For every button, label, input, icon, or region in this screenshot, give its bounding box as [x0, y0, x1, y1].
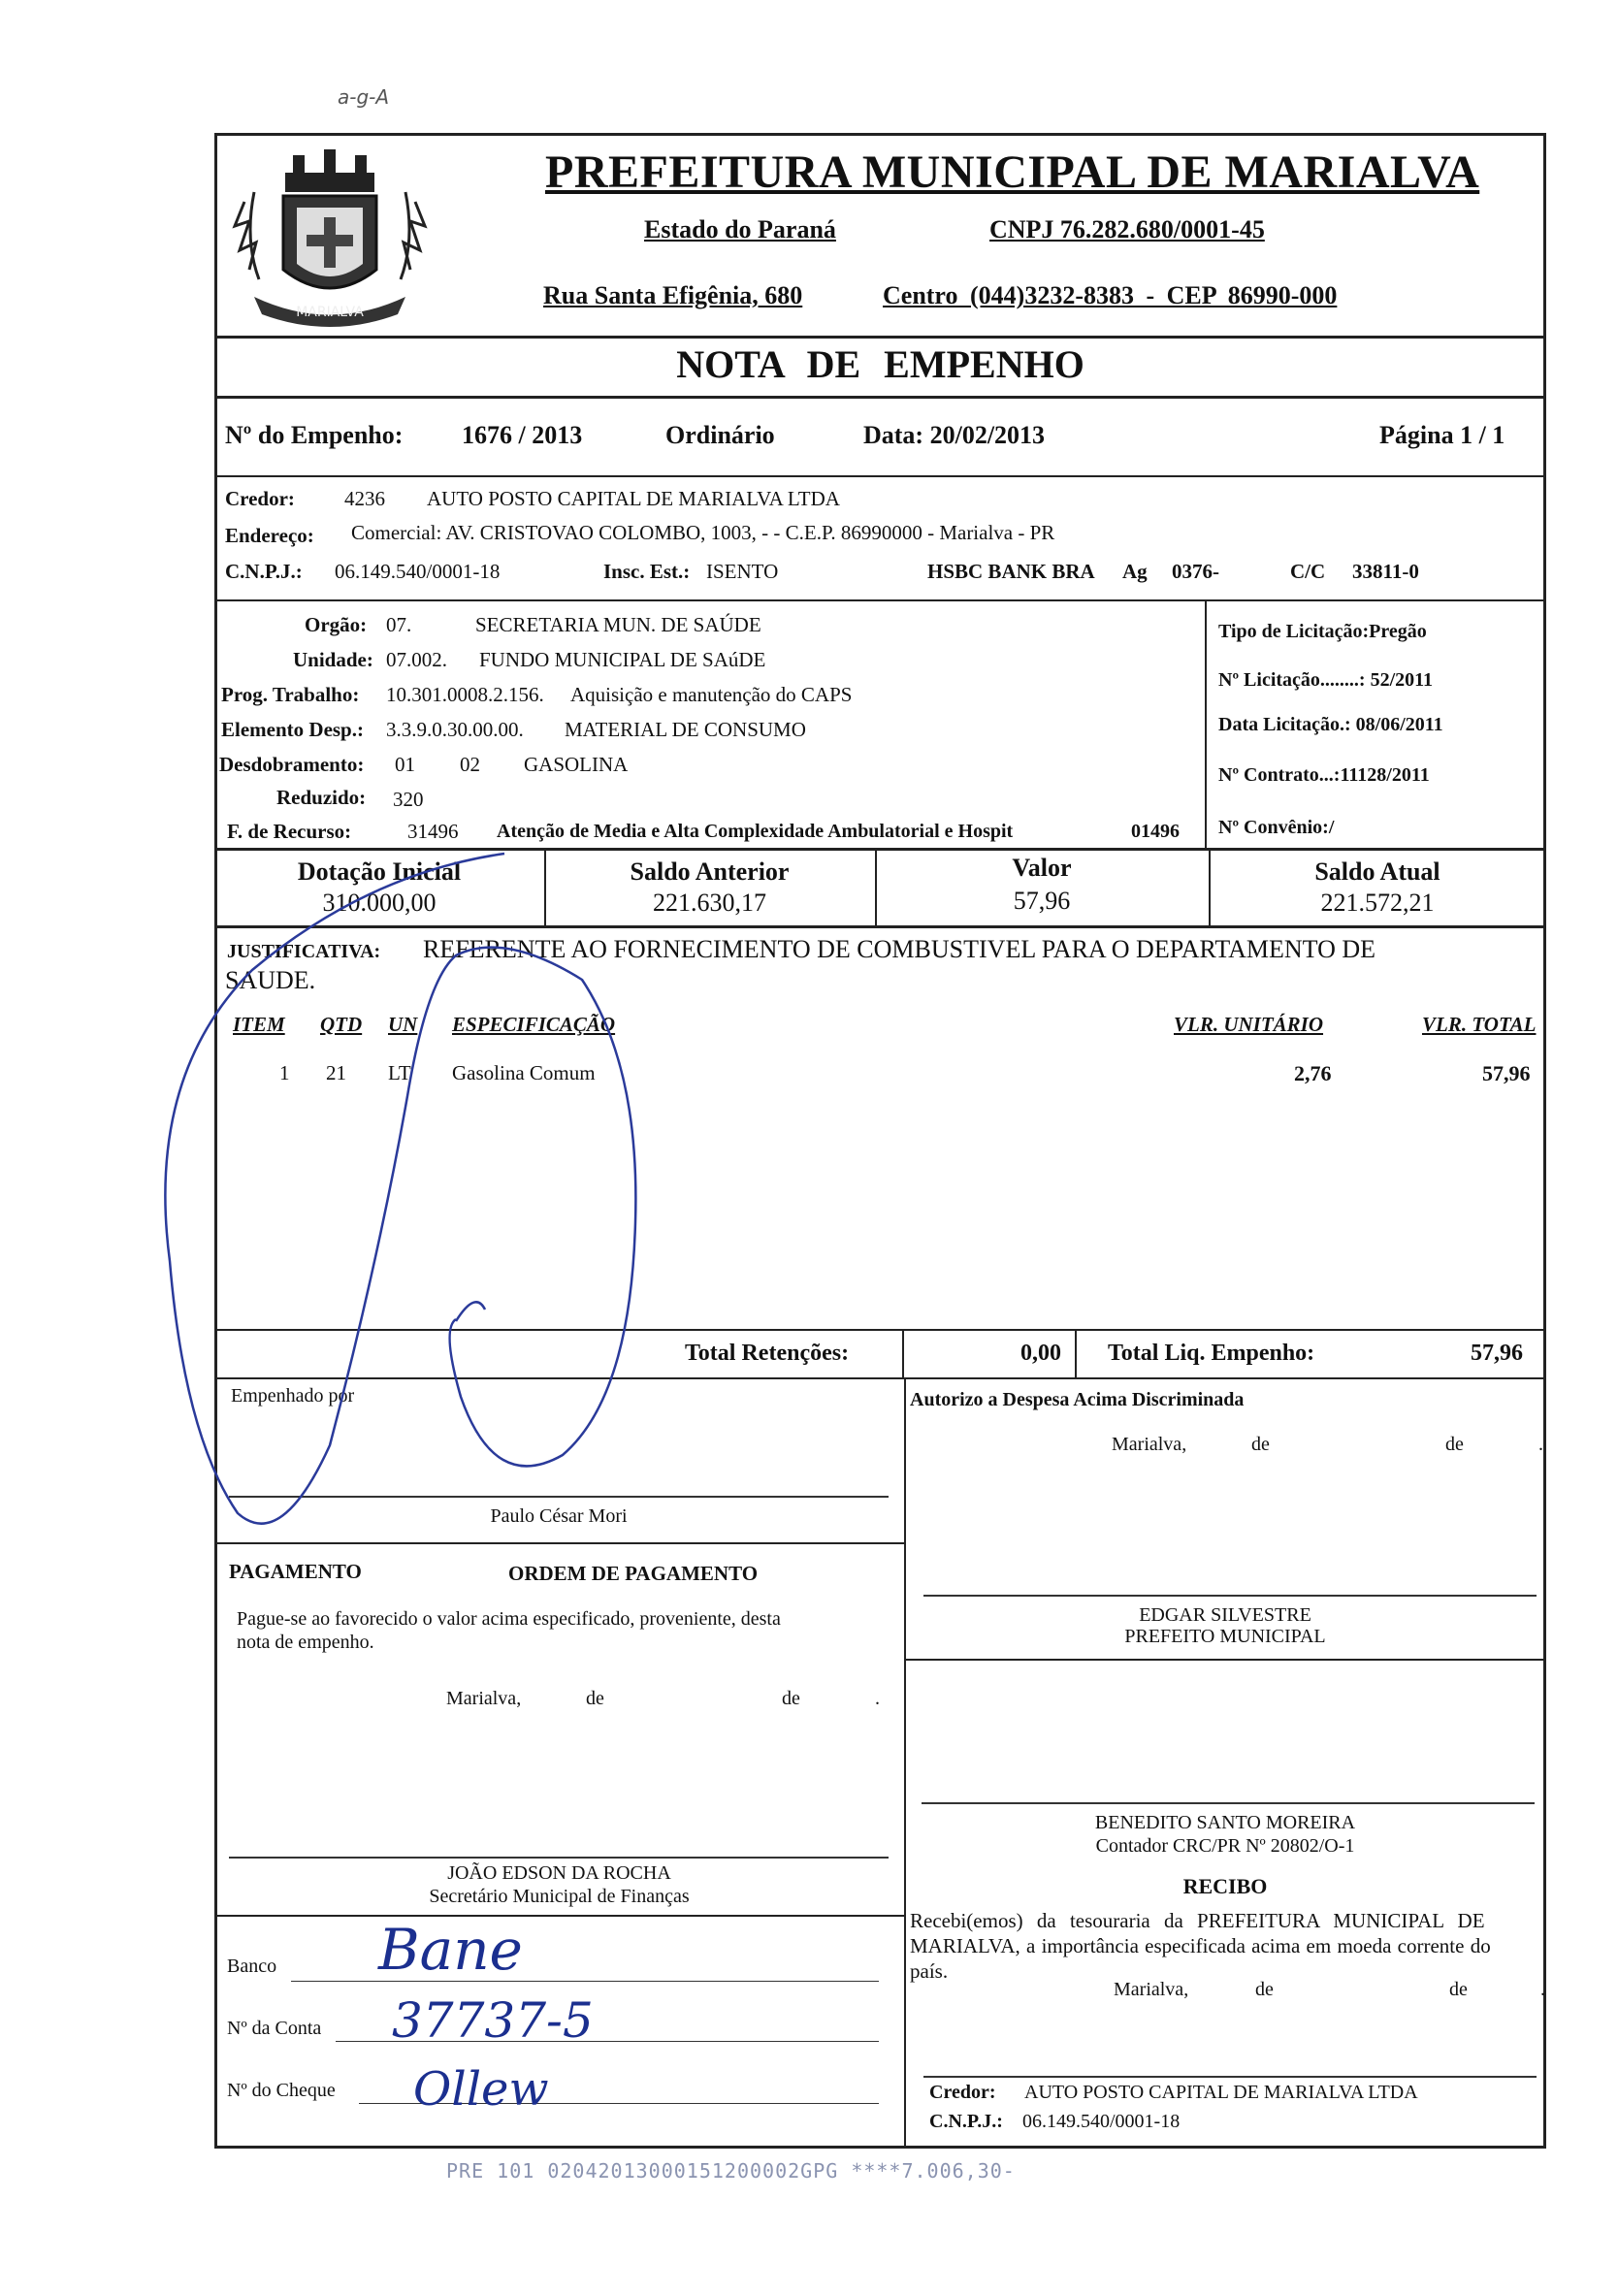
orgao-label: Orgão: — [305, 613, 368, 636]
header-street: Rua Santa Efigênia, 680 — [543, 281, 803, 309]
header-district-phone-cep: Centro (044)3232-8383 - CEP 86990-000 — [883, 281, 1338, 309]
cc-value: 33811-0 — [1352, 560, 1419, 583]
cc-label: C/C — [1290, 560, 1326, 583]
fonte-label: F. de Recurso: — [227, 820, 352, 843]
justificativa-line2: SAUDE. — [225, 966, 316, 994]
reduzido-label: Reduzido: — [276, 786, 367, 809]
header-state: Estado do Paraná — [644, 215, 836, 243]
col-total-header: VLR. TOTAL — [1422, 1013, 1537, 1036]
col-spec-header: ESPECIFICAÇÃO — [452, 1013, 616, 1036]
saldo-atual-label: Saldo Atual — [1314, 857, 1440, 886]
credor-code: 4236 — [344, 487, 385, 510]
saldo-anterior-value: 221.630,17 — [653, 889, 766, 917]
licitacao-convenio: Nº Convênio:/ — [1218, 817, 1335, 838]
recibo-credor: AUTO POSTO CAPITAL DE MARIALVA LTDA — [1024, 2082, 1418, 2103]
elem-label: Elemento Desp.: — [221, 718, 364, 741]
recibo-label: RECIBO — [1182, 1874, 1268, 1898]
pagamento-de1: de — [586, 1688, 604, 1709]
licitacao-numero: Nº Licitação........: 52/2011 — [1218, 669, 1434, 691]
contador-name: BENEDITO SANTO MOREIRA — [1094, 1812, 1356, 1833]
empenho-number: 1676 / 2013 — [462, 421, 583, 449]
recibo-line1: Recebi(emos) da tesouraria da PREFEITURA MUNICIPAL DE — [910, 1909, 1485, 1932]
autorizo-label: Autorizo a Despesa Acima Discriminada — [910, 1389, 1245, 1410]
licitacao-data: Data Licitação.: 08/06/2011 — [1218, 714, 1443, 735]
credor-cnpj-label: C.N.P.J.: — [225, 560, 303, 583]
autorizo-dot: . — [1538, 1434, 1543, 1455]
prefeito-role: PREFEITO MUNICIPAL — [1124, 1626, 1326, 1647]
pagamento-text1: Pague-se ao favorecido o valor acima especificado, proveniente, desta — [237, 1608, 781, 1630]
credor-address: Comercial: AV. CRISTOVAO COLOMBO, 1003, - - C.E.P. 86990000 - Marialva - PR — [351, 521, 1055, 544]
empenho-type: Ordinário — [665, 421, 775, 449]
recibo-place: Marialva, — [1114, 1979, 1189, 2000]
empenho-label: Nº do Empenho: — [225, 421, 404, 449]
valor-value: 57,96 — [1013, 887, 1071, 915]
recibo-line2: MARIALVA, a importância especificada acima em moeda corrente do — [910, 1934, 1491, 1957]
pagamento-de2: de — [782, 1688, 800, 1709]
col-un-header: UN — [388, 1013, 418, 1036]
insc-label: Insc. Est.: — [603, 560, 691, 583]
empenho-page: Página 1 / 1 — [1379, 421, 1505, 449]
recibo-de2: de — [1449, 1979, 1468, 2000]
row-qtd: 21 — [326, 1061, 346, 1084]
prog-label: Prog. Trabalho: — [221, 683, 360, 706]
empenhado-label: Empenhado por — [231, 1385, 355, 1407]
recibo-credor-label: Credor: — [929, 2082, 996, 2103]
reduzido-value: 320 — [393, 788, 424, 811]
orgao-code: 07. — [386, 613, 412, 636]
row-un: LT — [388, 1061, 411, 1084]
insc-value: ISENTO — [706, 560, 779, 583]
dotacao-label: Dotação Inicial — [297, 857, 462, 886]
financas-signer: JOÃO EDSON DA ROCHA — [447, 1862, 671, 1884]
ag-value: 0376- — [1172, 560, 1219, 583]
cheque-handwritten: Ollew — [413, 2062, 549, 2117]
conta-label: Nº da Conta — [227, 2018, 322, 2039]
justificativa-line1: REFERENTE AO FORNECIMENTO DE COMBUSTIVEL PARA O DEPARTAMENTO DE — [423, 935, 1376, 963]
col-item-header: ITEM — [233, 1013, 285, 1036]
empenhado-signer: Paulo César Mori — [490, 1505, 628, 1527]
row-unit: 2,76 — [1294, 1061, 1332, 1085]
top-scribble: a-g-A — [338, 85, 390, 109]
liq-value: 57,96 — [1471, 1341, 1523, 1366]
ordem-label: ORDEM DE PAGAMENTO — [508, 1562, 759, 1585]
banco-handwritten: Bane — [378, 1917, 523, 1983]
contador-role: Contador CRC/PR Nº 20802/O-1 — [1095, 1835, 1355, 1857]
financas-role: Secretário Municipal de Finanças — [429, 1886, 690, 1907]
header-cnpj: CNPJ 76.282.680/0001-45 — [989, 215, 1265, 243]
row-item: 1 — [279, 1061, 290, 1084]
header-title: PREFEITURA MUNICIPAL DE MARIALVA — [545, 146, 1480, 198]
unidade-label: Unidade: — [293, 648, 373, 671]
autorizo-de2: de — [1445, 1434, 1464, 1455]
elem-code: 3.3.9.0.30.00.00. — [386, 718, 524, 741]
row-total: 57,96 — [1482, 1061, 1531, 1085]
pagamento-place: Marialva, — [446, 1688, 522, 1709]
pagamento-text2: nota de empenho. — [237, 1632, 374, 1653]
recibo-de1: de — [1255, 1979, 1274, 2000]
prog-code: 10.301.0008.2.156. — [386, 683, 544, 706]
ag-label: Ag — [1122, 560, 1148, 583]
autorizo-de1: de — [1251, 1434, 1270, 1455]
licitacao-contrato: Nº Contrato...:11128/2011 — [1218, 764, 1430, 786]
doc-title: NOTA DE EMPENHO — [676, 342, 1084, 386]
address-label: Endereço: — [225, 524, 314, 547]
saldo-atual-value: 221.572,21 — [1320, 889, 1435, 917]
autorizo-place: Marialva, — [1112, 1434, 1187, 1455]
desd-a: 01 — [395, 753, 415, 776]
row-spec: Gasolina Comum — [452, 1061, 596, 1084]
empenho-date: Data: 20/02/2013 — [863, 421, 1046, 449]
pagamento-label: PAGAMENTO — [229, 1560, 362, 1583]
fonte-name: Atenção de Media e Alta Complexidade Ambulatorial e Hospit — [497, 821, 1014, 842]
dotacao-value: 310.000,00 — [322, 889, 437, 917]
recibo-line3: país. — [910, 1959, 949, 1983]
desd-label: Desdobramento: — [219, 753, 365, 776]
prog-name: Aquisição e manutenção do CAPS — [570, 683, 853, 706]
recibo-cnpj-label: C.N.P.J.: — [929, 2111, 1003, 2132]
fonte-code: 31496 — [407, 820, 459, 843]
credor-cnpj: 06.149.540/0001-18 — [335, 560, 501, 583]
footer-stamp: PRE 101 02042013000151200002GPG ****7.006,30- — [446, 2159, 1016, 2183]
pagamento-dot: . — [875, 1688, 880, 1709]
col-unit-header: VLR. UNITÁRIO — [1174, 1013, 1324, 1036]
recibo-cnpj: 06.149.540/0001-18 — [1022, 2111, 1181, 2132]
desd-name: GASOLINA — [524, 753, 629, 776]
retencoes-label: Total Retenções: — [685, 1341, 850, 1366]
orgao-name: SECRETARIA MUN. DE SAÚDE — [475, 613, 761, 636]
licitacao-tipo: Tipo de Licitação:Pregão — [1218, 621, 1427, 642]
prefeito-name: EDGAR SILVESTRE — [1139, 1604, 1311, 1626]
recibo-dot: . — [1540, 1979, 1545, 2000]
svg-text:MARIALVA: MARIALVA — [296, 305, 364, 320]
cheque-label: Nº do Cheque — [227, 2080, 336, 2101]
valor-label: Valor — [1012, 854, 1072, 882]
retencoes-value: 0,00 — [1020, 1341, 1061, 1366]
justificativa-label: JUSTIFICATIVA: — [227, 941, 381, 962]
banco-label: Banco — [227, 1956, 277, 1977]
elem-name: MATERIAL DE CONSUMO — [565, 718, 806, 741]
credor-name: AUTO POSTO CAPITAL DE MARIALVA LTDA — [427, 487, 840, 510]
col-qtd-header: QTD — [320, 1013, 363, 1036]
unidade-name: FUNDO MUNICIPAL DE SAúDE — [479, 648, 766, 671]
desd-b: 02 — [460, 753, 480, 776]
credor-label: Credor: — [225, 487, 295, 510]
conta-handwritten: 37737-5 — [392, 1992, 594, 2049]
unidade-code: 07.002. — [386, 648, 447, 671]
liq-label: Total Liq. Empenho: — [1108, 1341, 1315, 1366]
bank-name: HSBC BANK BRA — [927, 560, 1095, 583]
saldo-anterior-label: Saldo Anterior — [630, 857, 790, 886]
fonte-code2: 01496 — [1131, 821, 1180, 842]
